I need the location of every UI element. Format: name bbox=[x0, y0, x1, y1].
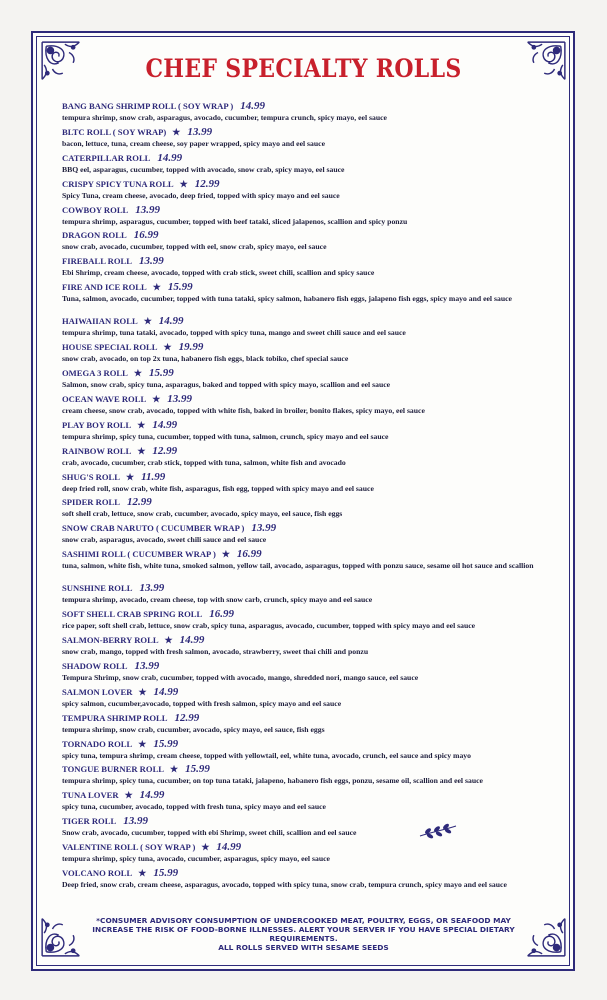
roll-name: BANG BANG SHRIMP ROLL ( SOY WRAP ) bbox=[62, 101, 234, 111]
star-icon: ★ bbox=[163, 342, 172, 353]
roll-description: Ebi Shrimp, cream cheese, avocado, topped with crab stick, sweet chili, scallion and spicy sauce bbox=[62, 268, 375, 278]
roll-name: TIGER ROLL bbox=[62, 816, 117, 827]
roll-description: Spicy Tuna, cream cheese, avocado, deep fried, topped with spicy mayo and eel sauce bbox=[62, 190, 340, 200]
roll-price: 15.99 bbox=[185, 763, 210, 776]
roll-name: PLAY BOY ROLL bbox=[62, 419, 132, 430]
roll-name: TUNA LOVER bbox=[62, 790, 119, 801]
roll-description: tempura shrimp, spicy tuna, avocado, cucumber, asparagus, spicy mayo, eel sauce bbox=[62, 854, 330, 864]
roll-description: Tuna, salmon, avocado, cucumber, topped with tuna tataki, spicy salmon, habanero fish eggs, jalapeno fish eggs, spicy mayo and eel sauce bbox=[62, 294, 512, 304]
roll-description: tempura shrimp, asparagus, cucumber, topped with beef tataki, sliced jalapenos, scallion and spicy ponzu bbox=[62, 216, 408, 226]
menu-item bbox=[62, 867, 552, 893]
roll-price: 12.99 bbox=[194, 177, 220, 190]
roll-price: 15.99 bbox=[148, 367, 174, 380]
roll-name: TEMPURA SHRIMP ROLL bbox=[62, 712, 168, 723]
menu-item-heading bbox=[62, 393, 552, 406]
menu-item-heading bbox=[62, 841, 552, 854]
star-icon: ★ bbox=[138, 686, 147, 697]
roll-name: VOLCANO ROLL bbox=[62, 868, 133, 879]
menu-item bbox=[62, 100, 552, 126]
menu-item bbox=[62, 738, 552, 764]
roll-name: VALENTINE ROLL ( SOY WRAP ) bbox=[62, 842, 196, 853]
menu-item bbox=[62, 522, 552, 548]
roll-price: 19.99 bbox=[178, 341, 204, 354]
menu-item bbox=[62, 204, 552, 230]
roll-name: SHADOW ROLL bbox=[62, 660, 128, 671]
menu-item bbox=[62, 712, 552, 738]
menu-item-heading bbox=[62, 126, 552, 139]
menu-item bbox=[62, 789, 552, 815]
roll-price: 13.99 bbox=[134, 659, 160, 672]
menu-item bbox=[62, 281, 552, 315]
roll-description: snow crab, avocado, cucumber, topped with eel, snow crab, spicy mayo, eel sauce bbox=[62, 242, 327, 252]
roll-description: tempura shrimp, spicy tuna, cucumber, topped with tuna, salmon, crunch, spicy mayo and eel sauce bbox=[62, 431, 389, 441]
roll-description: BBQ eel, asparagus, cucumber, topped with avocado, snow crab, spicy mayo, eel sauce bbox=[62, 164, 345, 174]
roll-price: 13.99 bbox=[123, 815, 148, 828]
roll-name: FIREBALL ROLL bbox=[62, 256, 132, 267]
roll-price: 14.99 bbox=[216, 841, 242, 854]
roll-price: 14.99 bbox=[157, 151, 183, 164]
menu-item bbox=[62, 582, 552, 608]
consumer-advisory bbox=[0, 916, 607, 952]
star-icon: ★ bbox=[133, 368, 142, 379]
roll-price: 11.99 bbox=[141, 470, 166, 483]
roll-price: 12.99 bbox=[174, 711, 200, 724]
menu-item bbox=[62, 634, 552, 660]
roll-name: SASHIMI ROLL ( CUCUMBER WRAP ) bbox=[62, 549, 216, 560]
star-icon: ★ bbox=[164, 635, 173, 646]
menu-item-heading bbox=[62, 204, 552, 217]
roll-name: CRISPY SPICY TUNA ROLL bbox=[62, 178, 174, 189]
menu-item-heading bbox=[62, 608, 552, 621]
roll-description: tempura shrimp, avocado, cream cheese, top with snow carb, crunch, spicy mayo and eel sauce bbox=[62, 595, 373, 605]
menu-item-heading bbox=[62, 548, 552, 561]
menu-item-heading bbox=[62, 100, 552, 113]
menu-item-heading bbox=[62, 712, 552, 725]
menu-item-heading bbox=[62, 419, 552, 432]
menu-item-heading bbox=[62, 660, 552, 673]
roll-description: Salmon, snow crab, spicy tuna, asparagus, baked and topped with spicy mayo, scallion and eel sauce bbox=[62, 380, 391, 390]
roll-description: Deep fried, snow crab, cream cheese, asparagus, avocado, topped with spicy tuna, snow crab, tempura crunch, spicy mayo and eel sauce bbox=[62, 880, 507, 890]
roll-description: tempura shrimp, snow crab, asparagus, avocado, cucumber, tempura crunch, spicy mayo, eel sauce bbox=[62, 113, 387, 122]
menu-item bbox=[62, 178, 552, 204]
advisory-line: REQUIREMENTS. bbox=[269, 934, 338, 943]
star-icon: ★ bbox=[201, 842, 210, 853]
roll-name: BLTC ROLL ( SOY WRAP) bbox=[62, 126, 167, 137]
menu-item-heading bbox=[62, 178, 552, 191]
roll-name: RAINBOW ROLL bbox=[62, 445, 132, 456]
star-icon: ★ bbox=[152, 282, 161, 293]
roll-price: 14.99 bbox=[158, 315, 184, 328]
menu-item bbox=[62, 841, 552, 867]
menu-item-heading bbox=[62, 471, 552, 484]
menu-item-heading bbox=[62, 763, 552, 776]
roll-description: deep fried roll, snow crab, white fish, asparagus, fish egg, topped with spicy mayo and eel sauce bbox=[62, 483, 374, 493]
roll-price: 16.99 bbox=[133, 229, 159, 242]
roll-price: 16.99 bbox=[236, 548, 262, 561]
roll-name: OCEAN WAVE ROLL bbox=[62, 393, 147, 404]
menu-item bbox=[62, 660, 552, 686]
roll-description: rice paper, soft shell crab, lettuce, snow crab, spicy tuna, asparagus, avocado, cucumber, topped with spicy mayo and eel sauce bbox=[62, 621, 476, 631]
roll-price: 13.99 bbox=[135, 203, 161, 216]
menu-item bbox=[62, 152, 552, 178]
star-icon: ★ bbox=[126, 471, 135, 482]
menu-item-heading bbox=[62, 229, 552, 242]
menu-item bbox=[62, 315, 552, 341]
menu-item-heading bbox=[62, 522, 552, 535]
roll-name: SOFT SHELL CRAB SPRING ROLL bbox=[62, 609, 203, 620]
leaf-sprig-icon bbox=[418, 822, 458, 840]
roll-name: OMEGA 3 ROLL bbox=[62, 368, 128, 379]
menu-item bbox=[62, 548, 552, 582]
menu-item-heading bbox=[62, 496, 552, 509]
star-icon: ★ bbox=[152, 393, 161, 404]
menu-item bbox=[62, 763, 552, 789]
roll-price: 15.99 bbox=[153, 867, 179, 880]
roll-price: 13.99 bbox=[251, 522, 277, 535]
menu-item-heading bbox=[62, 255, 552, 268]
roll-description: Snow crab, avocado, cucumber, topped with ebi Shrimp, sweet chili, scallion and eel sauce bbox=[62, 828, 357, 838]
roll-name: SPIDER ROLL bbox=[62, 497, 121, 508]
roll-name: TONGUE BURNER ROLL bbox=[62, 764, 165, 775]
roll-description: spicy tuna, tempura shrimp, cream cheese, topped with yellowtail, eel, white tuna, avocado, crunch, eel sauce and spicy mayo bbox=[62, 750, 471, 760]
roll-price: 12.99 bbox=[127, 496, 152, 509]
menu-item bbox=[62, 445, 552, 471]
advisory-line: INCREASE THE RISK OF FOOD-BORNE ILLNESSES. ALERT YOUR SERVER IF YOU HAVE SPECIAL DIETARY bbox=[92, 925, 515, 934]
roll-price: 13.99 bbox=[139, 582, 165, 595]
roll-price: 15.99 bbox=[167, 281, 193, 294]
menu-item-heading bbox=[62, 738, 552, 751]
roll-description: Tempura Shrimp, snow crab, cucumber, topped with avocado, mango, shredded nori, mango sauce, eel sauce bbox=[62, 672, 419, 682]
roll-name: SNOW CRAB NARUTO ( CUCUMBER WRAP ) bbox=[62, 523, 245, 534]
menu-item bbox=[62, 471, 552, 497]
menu-title: CHEF SPECIALTY ROLLS bbox=[145, 54, 462, 84]
roll-price: 13.99 bbox=[187, 125, 213, 138]
star-icon: ★ bbox=[138, 738, 147, 749]
menu-item bbox=[62, 608, 552, 634]
menu-item-heading bbox=[62, 152, 552, 165]
roll-description: snow crab, mango, topped with fresh salmon, avocado, strawberry, sweet thai chili and ponzu bbox=[62, 647, 369, 657]
roll-name: FIRE AND ICE ROLL bbox=[62, 282, 147, 293]
roll-description: tempura shrimp, spicy tuna, cucumber, on top tuna tataki, jalapeno, habanero fish eggs, ponzu, sesame oil, scallion and eel sauce bbox=[62, 776, 483, 786]
star-icon: ★ bbox=[143, 316, 152, 327]
roll-name: DRAGON ROLL bbox=[62, 230, 127, 241]
menu-item-heading bbox=[62, 367, 552, 380]
roll-description: tempura shrimp, snow crab, cucumber, avocado, spicy mayo, eel sauce, fish eggs bbox=[62, 724, 325, 734]
roll-name: SHUG'S ROLL bbox=[62, 471, 121, 482]
roll-price: 16.99 bbox=[209, 608, 234, 621]
menu-item bbox=[62, 255, 552, 281]
sesame-note: ALL ROLLS SERVED WITH SESAME SEEDS bbox=[218, 943, 389, 952]
menu-item bbox=[62, 393, 552, 419]
star-icon: ★ bbox=[137, 445, 146, 456]
roll-price: 14.99 bbox=[153, 685, 179, 698]
advisory-line: *CONSUMER ADVISORY CONSUMPTION OF UNDERCOOKED MEAT, POULTRY, EGGS, OR SEAFOOD MAY bbox=[96, 916, 511, 925]
menu-item bbox=[62, 229, 552, 255]
roll-list bbox=[62, 100, 552, 893]
menu-item bbox=[62, 815, 552, 841]
menu-item-heading bbox=[62, 341, 552, 354]
roll-name: HAIWAIIAN ROLL bbox=[62, 316, 138, 327]
roll-description: soft shell crab, lettuce, snow crab, cucumber, avocado, spicy mayo, eel sauce, fish eggs bbox=[62, 509, 343, 519]
star-icon: ★ bbox=[221, 549, 230, 560]
roll-price: 13.99 bbox=[138, 255, 164, 268]
roll-name: HOUSE SPECIAL ROLL bbox=[62, 342, 158, 353]
roll-name: TORNADO ROLL bbox=[62, 738, 133, 749]
menu-item-heading bbox=[62, 867, 552, 880]
roll-description: spicy salmon, cucumber,avocado, topped with fresh salmon, spicy mayo and eel sauce bbox=[62, 698, 342, 708]
roll-description: spicy tuna, cucumber, avocado, topped with fresh tuna, spicy mayo and eel sauce bbox=[62, 802, 326, 812]
roll-description: tempura shrimp, tuna tataki, avocado, topped with spicy tuna, mango and sweet chili sauce and eel sauce bbox=[62, 328, 406, 338]
star-icon: ★ bbox=[138, 868, 147, 879]
menu-item bbox=[62, 686, 552, 712]
roll-description: cream cheese, snow crab, avocado, topped with white fish, baked in broiler, bonito flakes, spicy mayo, eel sauce bbox=[62, 405, 425, 415]
roll-description: crab, avocado, cucumber, crab stick, topped with tuna, salmon, white fish and avocado bbox=[62, 457, 346, 467]
star-icon: ★ bbox=[170, 764, 179, 775]
roll-name: SALMON-BERRY ROLL bbox=[62, 635, 159, 646]
star-icon: ★ bbox=[124, 790, 133, 801]
star-icon: ★ bbox=[137, 419, 146, 430]
menu-item-heading bbox=[62, 634, 552, 647]
roll-price: 14.99 bbox=[139, 789, 165, 802]
menu-item-heading bbox=[62, 815, 552, 828]
roll-price: 14.99 bbox=[179, 634, 205, 647]
menu-item-heading bbox=[62, 315, 552, 328]
menu-item bbox=[62, 419, 552, 445]
star-icon: ★ bbox=[179, 178, 188, 189]
roll-price: 14.99 bbox=[152, 418, 178, 431]
roll-price: 14.99 bbox=[240, 100, 265, 112]
roll-price: 15.99 bbox=[153, 737, 179, 750]
roll-description: bacon, lettuce, tuna, cream cheese, soy paper wrapped, spicy mayo and eel sauce bbox=[62, 138, 325, 148]
menu-item-heading bbox=[62, 789, 552, 802]
roll-price: 13.99 bbox=[167, 392, 193, 405]
roll-price: 12.99 bbox=[152, 444, 178, 457]
menu-item bbox=[62, 341, 552, 367]
roll-name: SALMON LOVER bbox=[62, 686, 133, 697]
menu-item-heading bbox=[62, 582, 552, 595]
star-icon: ★ bbox=[172, 126, 181, 137]
roll-description: snow crab, avocado, on top 2x tuna, habanero fish eggs, black tobiko, chef special sauce bbox=[62, 354, 349, 364]
roll-description: tuna, salmon, white fish, white tuna, smoked salmon, yellow tail, avocado, asparagus, topped with ponzu sauce, sesame oil hot sauce and scallion bbox=[62, 561, 534, 571]
roll-name: COWBOY ROLL bbox=[62, 204, 129, 215]
menu-item bbox=[62, 367, 552, 393]
menu-item-heading bbox=[62, 686, 552, 699]
roll-name: SUNSHINE ROLL bbox=[62, 583, 133, 594]
menu-item-heading bbox=[62, 445, 552, 458]
menu-item-heading bbox=[62, 281, 552, 294]
menu-item bbox=[62, 496, 552, 522]
roll-name: CATERPILLAR ROLL bbox=[62, 152, 151, 163]
menu-item bbox=[62, 126, 552, 152]
roll-description: snow crab, asparagus, avocado, sweet chili sauce and eel sauce bbox=[62, 535, 267, 545]
